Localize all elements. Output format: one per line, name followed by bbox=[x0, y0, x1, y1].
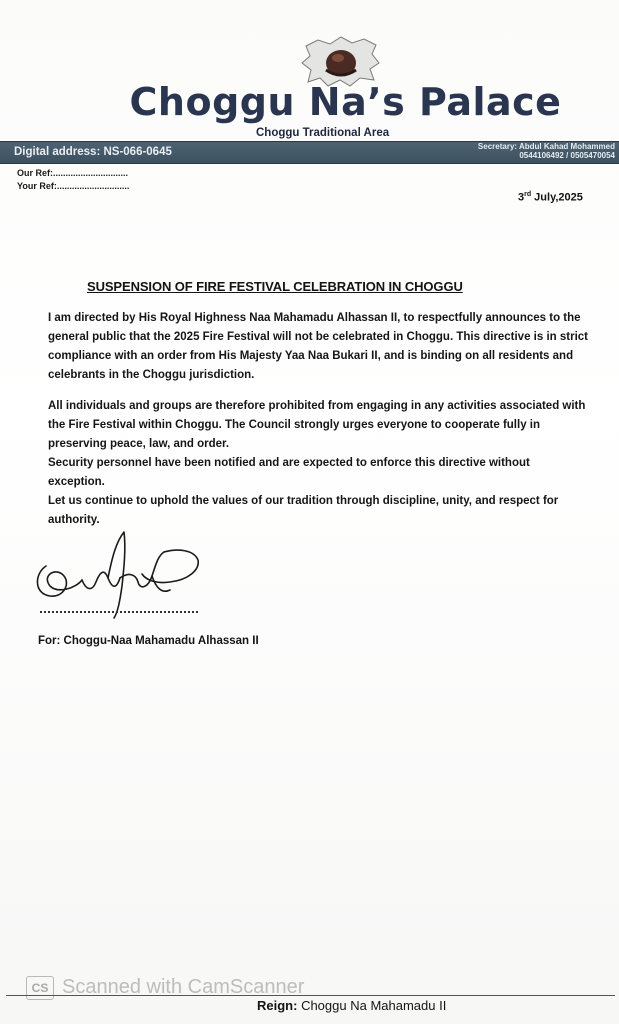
paragraph-line: compliance with an order from His Majesty Yaa Naa Bukari II, and is binding on all residents and bbox=[48, 350, 574, 362]
paragraph-line: exception. bbox=[48, 476, 105, 488]
paragraph-1 bbox=[48, 309, 588, 385]
signature-line bbox=[40, 611, 198, 613]
date-day: 3 bbox=[518, 191, 525, 204]
our-ref: Our Ref:.............................. bbox=[17, 168, 129, 178]
paragraph-line: Security personnel have been notified and are expected to enforce this directive without bbox=[48, 457, 530, 469]
secretary-name: Secretary: Abdul Kahad Mohammed bbox=[477, 142, 615, 151]
secretary-phone: 0544106492 / 0505470054 bbox=[519, 151, 615, 160]
traditional-area-subtitle: Choggu Traditional Area bbox=[256, 127, 390, 139]
date-rest: July,2025 bbox=[531, 191, 583, 204]
paragraph-line: I am directed by His Royal Highness Naa Mahamadu Alhassan II, to respectfully announces to the bbox=[48, 312, 581, 324]
palace-title: Choggu Na’s Palace bbox=[129, 80, 562, 124]
reign-label: Reign: bbox=[257, 998, 298, 1013]
letterhead-bar bbox=[0, 141, 619, 164]
camscanner-logo: CS bbox=[26, 976, 54, 1000]
reign-value: Choggu Na Mahamadu II bbox=[297, 998, 447, 1013]
paragraph-line: authority. bbox=[48, 514, 100, 526]
footer-reign bbox=[257, 998, 446, 1013]
paragraph-line: All individuals and groups are therefore prohibited from engaging in any activities associated with bbox=[48, 400, 586, 412]
digital-address: Digital address: NS-066-0645 bbox=[14, 146, 172, 158]
handwritten-signature bbox=[28, 528, 213, 620]
signatory-name: For: Choggu-Naa Mahamadu Alhassan II bbox=[38, 635, 259, 647]
footer-divider bbox=[6, 995, 615, 996]
letter-heading: SUSPENSION OF FIRE FESTIVAL CELEBRATION IN CHOGGU bbox=[87, 279, 463, 294]
paragraph-2 bbox=[48, 397, 585, 530]
date-suffix: rd bbox=[524, 191, 532, 198]
paragraph-line: Let us continue to uphold the values of our tradition through discipline, unity, and respect for bbox=[48, 495, 559, 507]
secretary-contact bbox=[478, 142, 615, 160]
paragraph-line: general public that the 2025 Fire Festival will not be celebrated in Choggu. This directive is in strict bbox=[48, 331, 588, 343]
paragraph-line: preserving peace, law, and order. bbox=[48, 438, 230, 450]
scanner-watermark: Scanned with CamScanner bbox=[62, 976, 305, 998]
paragraph-line: celebrants in the Choggu jurisdiction. bbox=[48, 369, 255, 381]
your-ref: Your Ref:............................. bbox=[17, 181, 130, 191]
letter-date bbox=[518, 191, 583, 204]
paragraph-line: the Fire Festival within Choggu. The Council strongly urges everyone to cooperate fully in bbox=[48, 419, 541, 431]
